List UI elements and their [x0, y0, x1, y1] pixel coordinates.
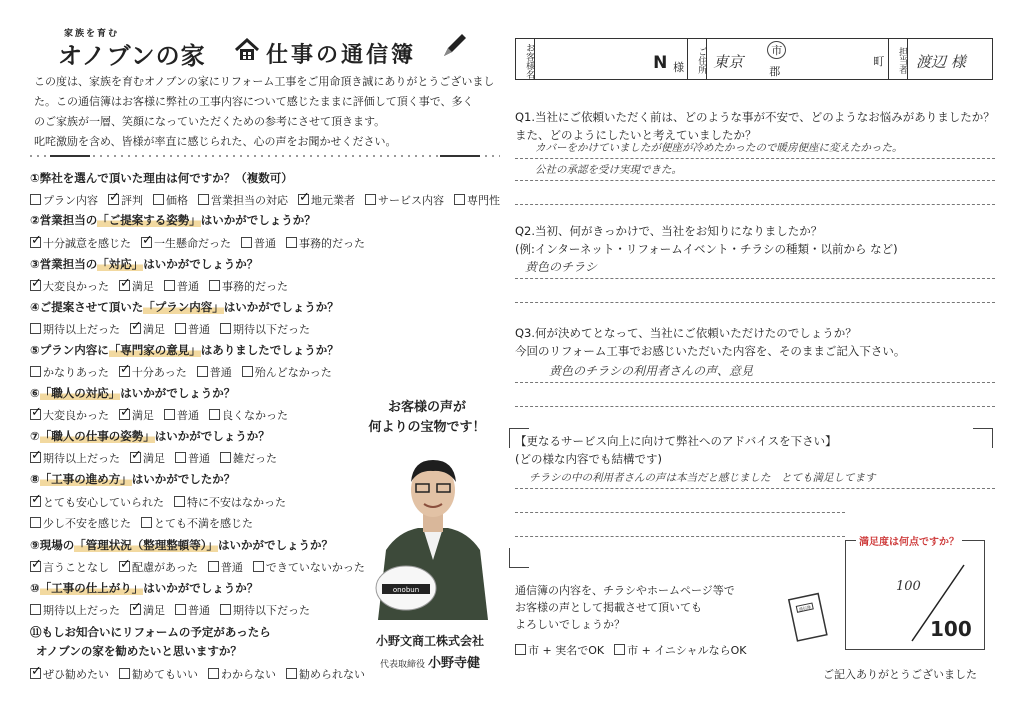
checkbox[interactable] [164, 280, 175, 291]
checkbox[interactable] [30, 604, 41, 615]
checkbox[interactable] [119, 280, 130, 291]
q1-answer-line2: 公社の承認を受け実現できた。 [535, 164, 682, 176]
checkbox[interactable] [30, 280, 41, 291]
option[interactable]: 雑だった [220, 450, 277, 466]
option[interactable]: ✓ 満足 [130, 450, 165, 466]
option[interactable]: ✓ 一生懸命だった [141, 235, 231, 251]
company-name: 小野文商工株式会社 [375, 634, 484, 648]
option[interactable]: 普通 [175, 450, 210, 466]
frame-corner [509, 548, 529, 568]
logo-subtitle: 家族を育む [64, 29, 120, 39]
checkbox[interactable] [241, 237, 252, 248]
option[interactable]: 勧めてもいい [119, 666, 198, 682]
checkbox[interactable] [220, 323, 231, 334]
checkbox[interactable] [454, 194, 465, 205]
option[interactable]: 良くなかった [209, 407, 288, 423]
checkbox[interactable] [220, 604, 231, 615]
option[interactable]: 専門性 [454, 192, 500, 208]
publish-consent: 通信簿の内容を、チラシやホームページ等で お客様の声として掲載させて頂いても よろしいでしょうか？ [515, 584, 735, 631]
checkbox[interactable] [108, 194, 119, 205]
option[interactable]: とても不満を感じた [141, 515, 253, 531]
answer-line [515, 278, 995, 279]
option[interactable]: 殆んどなかった [242, 364, 332, 380]
checkbox[interactable] [130, 604, 141, 615]
staff-field[interactable]: 渡辺 様 [915, 53, 966, 71]
question-11: ⑪もしお知合いにリフォームの予定があったら [30, 625, 271, 639]
option[interactable]: プラン内容 [30, 192, 98, 208]
logo-brand: オノブンの家 [58, 42, 206, 70]
intro-text: この度は、家族を育むオノブンの家にリフォーム工事をご用命頂き誠にありがとうございまし た。この通信簿はお客様に弊社の工事内容について感じたままに評価して頂く事で、多く のご家族が一層、笑顔になっていただくための参考にさせて頂きます。 叱咤激励を含め、皆様が率直に感じられた、心の声をお聞かせください。 [34, 75, 495, 148]
address-label: ご住所 [688, 39, 707, 79]
checkbox[interactable] [174, 496, 185, 507]
option[interactable]: 事務的だった [209, 278, 288, 294]
checkbox[interactable] [365, 194, 376, 205]
checkbox[interactable] [130, 323, 141, 334]
checkbox[interactable] [30, 668, 41, 679]
survey-q1: Q1.当社にご依頼いただく前は、どのような事が不安で、どのようなお悩みがありましたか？ また、どのようにしたいと考えていましたか？ [515, 110, 995, 142]
option[interactable]: 営業担当の対応 [198, 192, 288, 208]
option[interactable]: ✓ 満足 [130, 602, 165, 618]
question-5-options [30, 364, 342, 380]
checkbox[interactable] [119, 668, 130, 679]
checkbox[interactable] [286, 668, 297, 679]
answer-line [515, 302, 995, 303]
checkbox[interactable] [515, 644, 526, 655]
option[interactable]: 普通 [197, 364, 232, 380]
checkbox[interactable] [30, 517, 41, 528]
question-11-options [30, 666, 375, 682]
option[interactable]: ✓ 評判 [108, 192, 143, 208]
checkbox[interactable] [175, 323, 186, 334]
answer-line [515, 382, 995, 383]
frame-corner [973, 428, 993, 448]
option[interactable]: 期待以上だった [30, 602, 120, 618]
checkbox[interactable] [209, 409, 220, 420]
option[interactable]: 普通 [164, 278, 199, 294]
checkbox[interactable] [286, 237, 297, 248]
question-9: ⑨現場の「管理状況（整理整頓等）」はいかがでしょうか？ [30, 538, 333, 552]
option[interactable]: 少し不安を感じた [30, 515, 131, 531]
question-8: ⑧「工事の進め方」はいかがでしたか？ [30, 472, 236, 486]
satisfaction-max: 100 [930, 617, 972, 641]
question-2: ②営業担当の「ご提案する姿勢」はいかがでしょうか？ [30, 213, 316, 227]
question-8-options [30, 494, 296, 510]
pen-icon [440, 30, 470, 60]
option[interactable]: ✓ぜひ勧めたい [30, 666, 109, 682]
option[interactable]: 普通 [175, 321, 210, 337]
option[interactable]: ✓ 地元業者 [298, 192, 355, 208]
checkbox[interactable] [30, 323, 41, 334]
logo [58, 26, 498, 70]
advice-answer: チラシの中の利用者さんの声は本当だと感じました とても満足してます [529, 472, 876, 484]
question-6: ⑥「職人の対応」はいかがでしょうか？ [30, 386, 236, 400]
question-6-options [30, 407, 298, 423]
question-8-options-row2 [30, 515, 263, 531]
document-title: 仕事の通信簿 [266, 43, 417, 68]
checkbox[interactable] [141, 517, 152, 528]
question-1-options [30, 192, 500, 208]
option[interactable]: サービス内容 [365, 192, 444, 208]
question-3-options [30, 278, 298, 294]
left-panel [0, 0, 505, 724]
answer-line [515, 204, 995, 205]
option[interactable]: 期待以下だった [220, 602, 310, 618]
answer-line [515, 406, 995, 407]
voice-caption: お客様の声が 何よりの宝物です！ [368, 400, 486, 435]
checkbox[interactable] [175, 452, 186, 463]
customer-label: お客様名 [516, 39, 535, 79]
checkbox[interactable] [119, 409, 130, 420]
checkbox[interactable] [220, 452, 231, 463]
checkbox[interactable] [119, 366, 130, 377]
checkbox[interactable] [208, 668, 219, 679]
checkbox[interactable] [30, 194, 41, 205]
option[interactable]: ✓期待以上だった [30, 450, 120, 466]
address-field[interactable]: 東京 市 郡 町 [707, 39, 889, 79]
checkbox[interactable] [208, 561, 219, 572]
answer-line [515, 158, 995, 159]
ceo-name: 代表取締役 小野寺健 [380, 656, 480, 671]
publish-option-fullname[interactable]: 市 + 実名でOK [515, 642, 604, 658]
survey-q2: Q2.当初、何がきっかけで、当社をお知りになりましたか？ (例:インターネット・リフォームイベント・チラシの種類・以前から など) [515, 224, 898, 256]
question-7: ⑦「職人の仕事の姿勢」はいかがでしょうか？ [30, 429, 270, 443]
question-4-options [30, 321, 320, 337]
option[interactable]: できていないかった [253, 559, 365, 575]
option[interactable]: ✓ 満足 [119, 407, 154, 423]
checkbox[interactable] [253, 561, 264, 572]
booklet-label: 通信簿 [798, 604, 812, 612]
option[interactable]: 特に不安はなかった [174, 494, 286, 510]
option[interactable]: 普通 [241, 235, 276, 251]
question-2-options [30, 235, 375, 251]
option[interactable]: ✓ 満足 [130, 321, 165, 337]
option[interactable]: かなりあった [30, 364, 109, 380]
checkbox[interactable] [164, 409, 175, 420]
customer-info-table [515, 38, 993, 80]
option[interactable]: ✓大変良かった [30, 407, 109, 423]
checkbox[interactable] [614, 644, 625, 655]
checkbox[interactable] [130, 452, 141, 463]
question-4: ④ご提案させて頂いた「プラン内容」はいかがでしょうか？ [30, 300, 339, 314]
checkbox[interactable] [242, 366, 253, 377]
question-5: ⑤プラン内容に「専門家の意見」はありましたでしょうか？ [30, 343, 339, 357]
answer-line [515, 180, 995, 181]
staff-label: 担当者 [889, 39, 908, 79]
answer-line [515, 488, 995, 489]
checkbox[interactable] [30, 561, 41, 572]
option[interactable]: 普通 [175, 602, 210, 618]
helmet-text: onobun [392, 586, 420, 594]
question-1: ①弊社を選んで頂いた理由は何ですか？（複数可） [30, 171, 293, 185]
q3-answer: 黄色のチラシの利用者さんの声、意見 [549, 364, 754, 378]
option[interactable]: ✓とても安心していられた [30, 494, 164, 510]
staff-photo [368, 440, 498, 620]
checkbox[interactable] [175, 604, 186, 615]
question-10-options [30, 602, 320, 618]
option[interactable]: 価格 [153, 192, 188, 208]
option[interactable]: ✓大変良かった [30, 278, 109, 294]
option[interactable]: ✓十分誠意を感じた [30, 235, 131, 251]
option[interactable]: ✓ 配慮があった [119, 559, 198, 575]
option[interactable]: 勧められない [286, 666, 365, 682]
survey-q3: Q3.何が決めてとなって、当社にご依頼いただけたのでしょうか？ 今回のリフォーム工事でお感じいただいた内容を、そのままご記入下さい。 [515, 326, 906, 358]
house-icon [234, 38, 260, 62]
checkbox[interactable] [198, 194, 209, 205]
checkbox[interactable] [119, 561, 130, 572]
question-3: ③営業担当の「対応」はいかがでしょうか？ [30, 257, 259, 271]
option[interactable]: 事務的だった [286, 235, 365, 251]
right-panel [505, 0, 1024, 724]
question-7-options [30, 450, 287, 466]
answer-line [515, 536, 845, 537]
q2-answer: 黄色のチラシ [525, 260, 598, 274]
option[interactable]: ✓言うことなし [30, 559, 109, 575]
option[interactable]: 期待以下だった [220, 321, 310, 337]
option[interactable]: ✓ 十分あった [119, 364, 187, 380]
satisfaction-label: 満足度は何点ですか？ [856, 533, 962, 548]
decorative-divider [30, 150, 500, 162]
checkbox[interactable] [298, 194, 309, 205]
question-10: ⑩「工事の仕上がり」はいかがでしょうか？ [30, 581, 259, 595]
satisfaction-box[interactable] [845, 537, 985, 650]
publish-options [515, 642, 757, 658]
checkbox[interactable] [30, 496, 41, 507]
option[interactable]: 普通 [208, 559, 243, 575]
option[interactable]: 期待以上だった [30, 321, 120, 337]
publish-option-initial[interactable]: 市 + イニシャルならOK [614, 642, 746, 658]
checkbox[interactable] [209, 280, 220, 291]
checkbox[interactable] [30, 237, 41, 248]
question-11-line2: オノブンの家を勧めたいと思いますか？ [36, 644, 242, 658]
customer-name-field[interactable]: N 様 [535, 39, 688, 79]
checkbox[interactable] [141, 237, 152, 248]
question-9-options [30, 559, 375, 575]
checkbox[interactable] [197, 366, 208, 377]
thanks-text: ご記入ありがとうございました [823, 668, 977, 681]
option[interactable]: ✓ 満足 [119, 278, 154, 294]
checkbox[interactable] [30, 366, 41, 377]
answer-line [515, 512, 845, 513]
satisfaction-hand-score: 100 [896, 579, 921, 594]
checkbox[interactable] [30, 452, 41, 463]
q1-answer-line1: カバーをかけていましたが便座が冷めたかったので暖房便座に変えたかった。 [535, 142, 903, 154]
booklet-icon [787, 592, 831, 644]
checkbox[interactable] [30, 409, 41, 420]
advice-prompt: 【更なるサービス向上に向けて弊社へのアドバイスを下さい】 (どの様な内容でも結構です) [515, 434, 837, 466]
checkbox[interactable] [153, 194, 164, 205]
option[interactable]: わからない [208, 666, 276, 682]
option[interactable]: 普通 [164, 407, 199, 423]
